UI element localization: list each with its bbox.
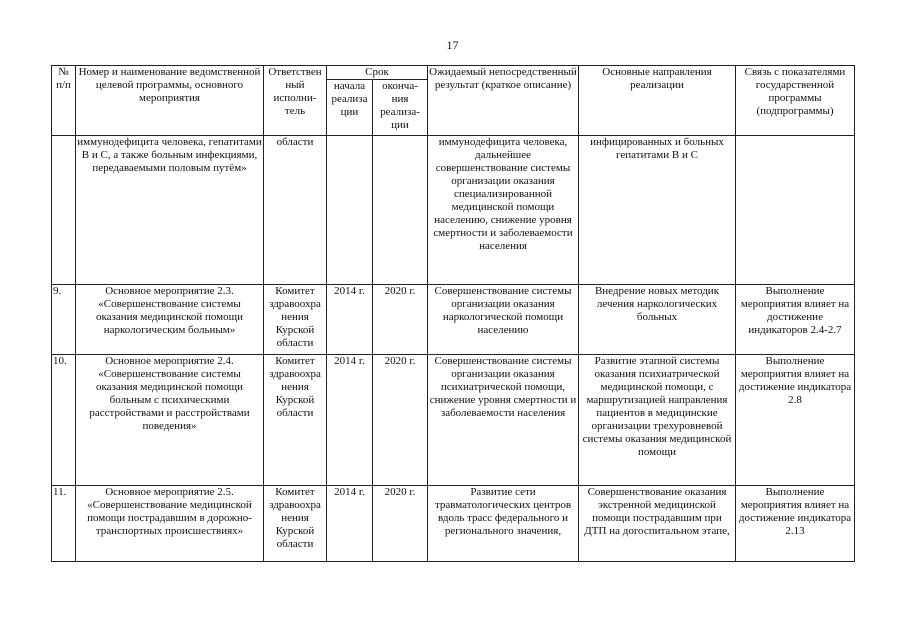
row-start: 2014 г. (327, 355, 373, 486)
row-name: Основное мероприятие 2.5. «Совершенствование медицинской помощи пострадавшим в дорожно-транспортных происшествиях» (76, 486, 264, 562)
row-num (52, 136, 76, 285)
row-result: Совершенствование системы организации оказания наркологической помощи населению (428, 285, 579, 355)
row-name: Основное мероприятие 2.3. «Совершенствование системы оказания медицинской помощи наркологическим больным» (76, 285, 264, 355)
row-name: Основное мероприятие 2.4. «Совершенствование системы оказания медицинской помощи больным с психическими расстройствами и расстройствами поведения» (76, 355, 264, 486)
row-responsible: Комитет здравоохра нения Курской области (264, 486, 327, 562)
header-end: оконча- ния реализа- ции (373, 80, 428, 136)
row-end: 2020 г. (373, 285, 428, 355)
header-result: Ожидаемый непосредственный результат (краткое описание) (428, 66, 579, 136)
row-start (327, 136, 373, 285)
row-end (373, 136, 428, 285)
row-end: 2020 г. (373, 355, 428, 486)
row-num: 10. (52, 355, 76, 486)
row-result: Развитие сети травматологических центров вдоль трасс федерального и регионального значения, (428, 486, 579, 562)
row-end: 2020 г. (373, 486, 428, 562)
row-name: иммунодефицита человека, гепатитами В и С, а также больным инфекциями, передаваемыми половым путём» (76, 136, 264, 285)
program-activities-table (51, 65, 855, 562)
row-result: Совершенствование системы организации оказания психиатрической помощи, снижение уровня смертности и заболеваемости населения (428, 355, 579, 486)
table-row (52, 285, 855, 355)
row-link: Выполнение мероприятия влияет на достижение индикаторов 2.4-2.7 (736, 285, 855, 355)
row-num: 11. (52, 486, 76, 562)
row-directions: инфицированных и больных гепатитами В и С (579, 136, 736, 285)
row-link: Выполнение мероприятия влияет на достижение индикатора 2.13 (736, 486, 855, 562)
row-responsible: Комитет здравоохра нения Курской области (264, 285, 327, 355)
header-directions: Основные направления реализации (579, 66, 736, 136)
row-responsible: Комитет здравоохра нения Курской области (264, 355, 327, 486)
table-row (52, 136, 855, 285)
row-link (736, 136, 855, 285)
header-name: Номер и наименование ведомственной целевой программы, основного мероприятия (76, 66, 264, 136)
table-row (52, 486, 855, 562)
header-start: начала реализа ции (327, 80, 373, 136)
row-responsible: области (264, 136, 327, 285)
row-directions: Развитие этапной системы оказания психиатрической медицинской помощи, с маршрутизацией направления пациентов в медицинские организации трехуровневой системы оказания медицинской помощи (579, 355, 736, 486)
header-num: № п/п (52, 66, 76, 136)
header-responsible: Ответствен ный исполни- тель (264, 66, 327, 136)
row-result: иммунодефицита человека, дальнейшее совершенствование системы организации оказания специализированной медицинской помощи населению, снижение уровня смертности и заболеваемости населения (428, 136, 579, 285)
row-num: 9. (52, 285, 76, 355)
row-directions: Совершенствование оказания экстренной медицинской помощи пострадавшим при ДТП на догоспитальном этапе, (579, 486, 736, 562)
table-row (52, 355, 855, 486)
header-term: Срок (327, 66, 428, 80)
row-start: 2014 г. (327, 285, 373, 355)
page-number: 17 (446, 38, 459, 52)
row-start: 2014 г. (327, 486, 373, 562)
row-link: Выполнение мероприятия влияет на достижение индикатора 2.8 (736, 355, 855, 486)
row-directions: Внедрение новых методик лечения наркологических больных (579, 285, 736, 355)
header-link: Связь с показателями государственной программы (подпрограммы) (736, 66, 855, 136)
